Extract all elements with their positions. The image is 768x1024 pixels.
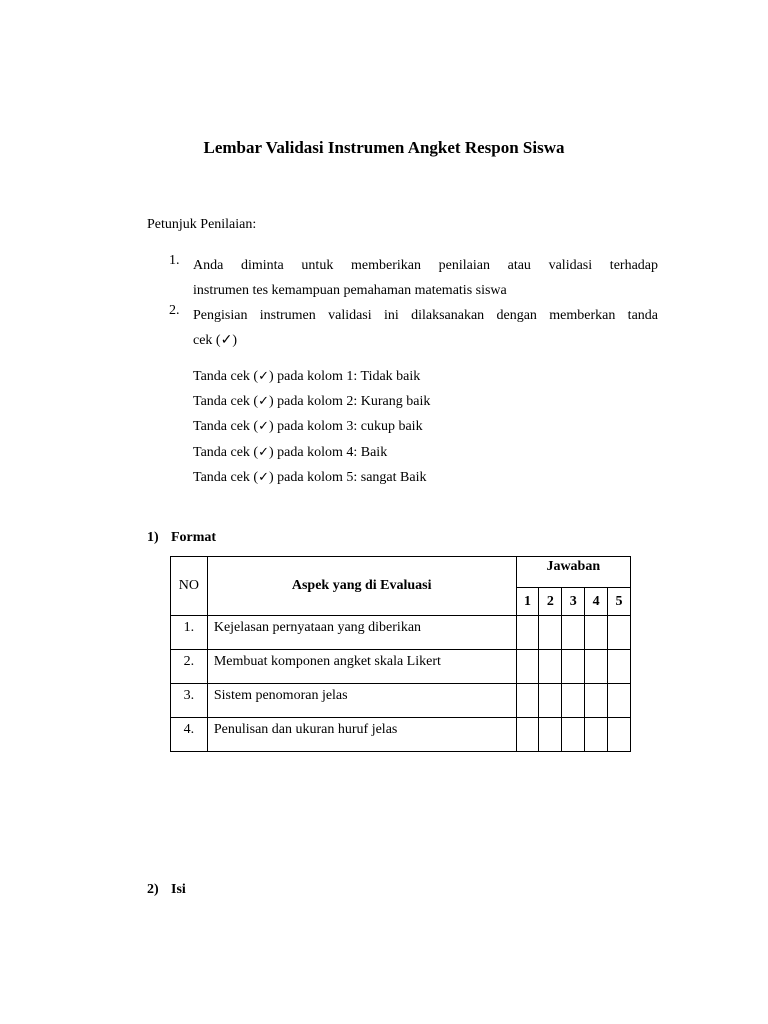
instruction-text: instrumen tes kemampuan pemahaman matematis siswa — [193, 283, 507, 298]
checkmark-icon: ✓ — [258, 444, 269, 460]
column-header-no: NO — [171, 557, 208, 616]
legend-line: Tanda cek (✓) pada kolom 3: cukup baik — [193, 419, 423, 435]
checkmark-icon: ✓ — [258, 469, 269, 485]
score-cell[interactable] — [539, 650, 562, 684]
score-cell[interactable] — [608, 616, 631, 650]
table-row — [171, 718, 631, 752]
row-number: 1. — [171, 616, 208, 650]
row-number: 3. — [171, 684, 208, 718]
score-cell[interactable] — [516, 616, 539, 650]
table-row — [171, 616, 631, 650]
document-title: Lembar Validasi Instrumen Angket Respon Siswa — [203, 138, 565, 157]
score-cell[interactable] — [608, 684, 631, 718]
row-aspect: Penulisan dan ukuran huruf jelas — [207, 718, 516, 752]
instruction-number: 2. — [169, 303, 180, 318]
score-cell[interactable] — [585, 616, 608, 650]
legend-line: Tanda cek (✓) pada kolom 5: sangat Baik — [193, 469, 427, 485]
score-cell[interactable] — [562, 718, 585, 752]
score-cell[interactable] — [608, 650, 631, 684]
table-row — [171, 650, 631, 684]
section-format-heading: 1) Format — [147, 530, 217, 545]
row-aspect: Sistem penomoran jelas — [207, 684, 516, 718]
checkmark-icon: ✓ — [258, 369, 269, 384]
score-cell[interactable] — [585, 718, 608, 752]
instruction-text: cek (✓) — [193, 333, 237, 348]
instructions-heading: Petunjuk Penilaian: — [147, 217, 257, 232]
instruction-number: 1. — [169, 253, 180, 268]
legend-line: Tanda cek (✓) pada kolom 1: Tidak baik — [193, 369, 421, 384]
instructions-list — [147, 253, 658, 353]
row-aspect: Membuat komponen angket skala Likert — [207, 650, 516, 684]
score-cell[interactable] — [516, 684, 539, 718]
section-isi-heading: 2) Isi — [147, 882, 186, 897]
score-header: 4 — [585, 588, 608, 616]
score-cell[interactable] — [585, 650, 608, 684]
score-header: 5 — [608, 588, 631, 616]
instruction-text: Pengisian instrumen validasi ini dilaksanakan dengan memberkan tanda — [193, 308, 658, 323]
legend-line: Tanda cek (✓) pada kolom 2: Kurang baik — [193, 394, 431, 410]
table-header-row — [171, 557, 631, 588]
row-number: 4. — [171, 718, 208, 752]
score-cell[interactable] — [516, 650, 539, 684]
score-header: 3 — [562, 588, 585, 616]
legend-line: Tanda cek (✓) pada kolom 4: Baik — [193, 444, 388, 460]
checkmark-icon: ✓ — [258, 394, 269, 410]
score-cell[interactable] — [539, 684, 562, 718]
row-number: 2. — [171, 650, 208, 684]
instruction-text: Anda diminta untuk memberikan penilaian atau validasi terhadap — [193, 258, 658, 273]
score-cell[interactable] — [539, 616, 562, 650]
score-cell[interactable] — [516, 718, 539, 752]
score-cell[interactable] — [562, 684, 585, 718]
checkmark-legend — [193, 364, 430, 490]
evaluation-table — [170, 556, 631, 752]
score-header: 2 — [539, 588, 562, 616]
score-header: 1 — [516, 588, 539, 616]
score-cell[interactable] — [539, 718, 562, 752]
score-cell[interactable] — [562, 616, 585, 650]
instruction-item — [147, 303, 658, 353]
score-cell[interactable] — [562, 650, 585, 684]
column-header-jawaban: Jawaban — [516, 557, 630, 588]
row-aspect: Kejelasan pernyataan yang diberikan — [207, 616, 516, 650]
table-row — [171, 684, 631, 718]
checkmark-icon: ✓ — [258, 419, 269, 435]
column-header-aspek: Aspek yang di Evaluasi — [207, 557, 516, 616]
score-cell[interactable] — [608, 718, 631, 752]
instruction-item — [147, 253, 658, 303]
score-cell[interactable] — [585, 684, 608, 718]
